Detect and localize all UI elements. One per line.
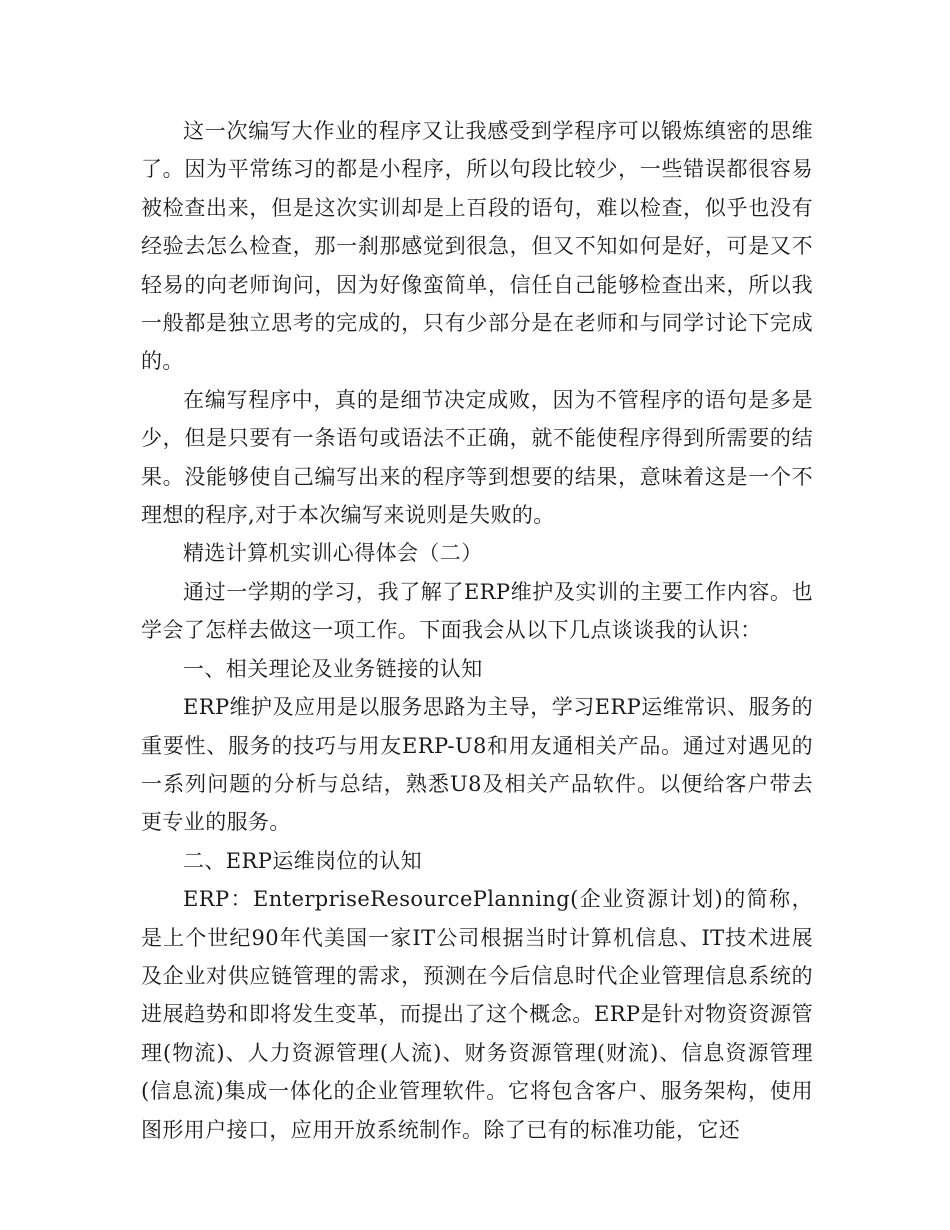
paragraph-5: ERP：EnterpriseResourcePlanning(企业资源计划)的简称，是上个世纪90年代美国一家IT公司根据当时计算机信息、IT技术进展及企业对供应链管理的需求，预测在今后信息时代企业管理信息系统的进展趋势和即将发生变革，而提出了这个概念。ERP是针对物资资源管理(物流)、人力资源管理(人流)、财务资源管理(财流)、信息资源管理(信息流)集成一体化的企业管理软件。它将包含客户、服务架构，使用图形用户接口，应用开放系统制作。除了已有的标准功能，它还 xyxy=(141,887,813,1142)
section-heading-2: 精选计算机实训心得体会（二） xyxy=(183,541,483,566)
subheading-1: 一、相关理论及业务链接的认知 xyxy=(183,656,483,681)
paragraph-4: ERP维护及应用是以服务思路为主导，学习ERP运维常识、服务的重要性、服务的技巧与用友ERP-U8和用友通相关产品。通过对遇见的一系列问题的分析与总结，熟悉U8及相关产品软件。以便给客户带去更专业的服务。 xyxy=(141,695,813,835)
document-body xyxy=(141,112,813,1149)
paragraph-1: 这一次编写大作业的程序又让我感受到学程序可以锻炼缜密的思维了。因为平常练习的都是小程序，所以句段比较少，一些错误都很容易被检查出来，但是这次实训却是上百段的语句，难以检查，似乎也没有经验去怎么检查，那一刹那感觉到很急，但又不知如何是好，可是又不轻易的向老师询问，因为好像蛮简单，信任自己能够检查出来，所以我一般都是独立思考的完成的，只有少部分是在老师和与同学讨论下完成的。 xyxy=(141,119,813,374)
subheading-2: 二、ERP运维岗位的认知 xyxy=(183,848,423,873)
paragraph-2: 在编写程序中，真的是细节决定成败，因为不管程序的语句是多是少，但是只要有一条语句或语法不正确，就不能使程序得到所需要的结果。没能够使自己编写出来的程序等到想要的结果，意味着这是一个不理想的程序,对于本次编写来说则是失败的。 xyxy=(141,387,813,528)
paragraph-3: 通过一学期的学习，我了解了ERP维护及实训的主要工作内容。也学会了怎样去做这一项工作。下面我会从以下几点谈谈我的认识： xyxy=(141,579,813,643)
